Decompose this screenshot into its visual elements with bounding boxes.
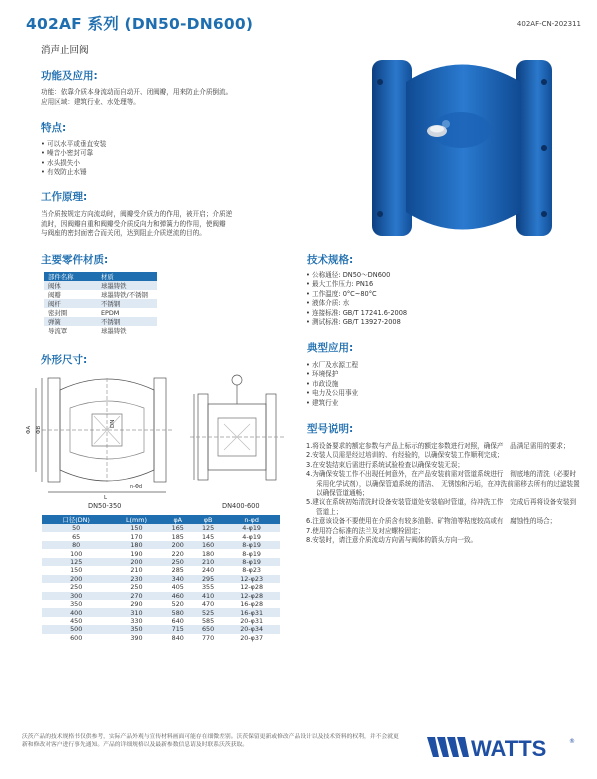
model-list <box>306 442 582 545</box>
table-cell: 200 <box>110 558 162 566</box>
application-item: • 建筑行业 <box>306 399 358 408</box>
table-cell: 弹簧 <box>44 317 97 326</box>
label-phi-a: ΦA <box>26 425 32 434</box>
table-cell: 16-φ28 <box>223 600 280 608</box>
table-row <box>42 600 280 608</box>
table-cell: 295 <box>193 575 223 583</box>
table-cell: 285 <box>163 566 193 574</box>
dim-col-dn: 口径(DN) <box>42 515 110 524</box>
table-cell: 470 <box>193 600 223 608</box>
feature-item: • 有效防止水锤 <box>41 168 106 177</box>
table-cell: 250 <box>110 583 162 591</box>
table-cell: 210 <box>110 566 162 574</box>
application-item: • 水厂及水源工程 <box>306 361 358 370</box>
table-cell: 355 <box>193 583 223 591</box>
model-item: 8.安装时，请注意介质流动方向需与阀体的箭头方向一致。 <box>306 536 478 545</box>
table-cell: 240 <box>193 566 223 574</box>
spec-item: • 公称通径: DN50～DN600 <box>306 271 407 280</box>
valve-illustration <box>366 52 556 242</box>
watts-logo-mark <box>427 733 577 761</box>
table-cell: 8-φ23 <box>223 566 280 574</box>
table-cell: 310 <box>110 608 162 616</box>
table-row <box>42 558 280 566</box>
function-line: 应用区域：建筑行业、水处理等。 <box>41 97 140 106</box>
model-item: 1.将设备要求的额定参数与产品上标示的额定参数进行对照，确保产 品满足需用的要求； <box>306 442 570 450</box>
table-row <box>42 592 280 600</box>
table-row <box>42 532 280 540</box>
model-item: 5.建议在系统初始清洗时设备安装管道处安装临时管道，待冲洗工作 完成后再将设备安装到管道上； <box>306 498 577 516</box>
table-cell: 520 <box>163 600 193 608</box>
table-cell: 12-φ28 <box>223 592 280 600</box>
table-cell: 16-φ31 <box>223 608 280 616</box>
spec-item: • 测试标准: GB/T 13927-2008 <box>306 318 407 327</box>
table-cell: 330 <box>110 617 162 625</box>
table-cell: 580 <box>163 608 193 616</box>
drawing-caption-right: DN400-600 <box>222 502 260 510</box>
working-line: 与阀座的密封面密合而关闭，达到阻止介质逆流的目的。 <box>41 229 206 238</box>
application-item: • 环境保护 <box>306 370 358 379</box>
dimensions-heading: 外形尺寸: <box>41 354 88 366</box>
materials-table <box>44 272 157 335</box>
table-cell: 500 <box>42 625 110 633</box>
spec-item: • 连接标准: GB/T 17241.6-2008 <box>306 309 407 318</box>
table-cell: 20-φ34 <box>223 625 280 633</box>
feature-item: • 噪音小密封可靠 <box>41 149 106 158</box>
working-heading: 工作原理: <box>41 191 88 203</box>
table-cell: 160 <box>193 541 223 549</box>
table-cell: 165 <box>163 524 193 532</box>
table-cell: 145 <box>193 532 223 540</box>
table-cell: 球墨铸铁 <box>97 326 157 335</box>
registered-icon: ® <box>569 738 575 745</box>
table-cell: 125 <box>193 524 223 532</box>
table-row <box>42 575 280 583</box>
table-cell: 阀瓣 <box>44 290 97 299</box>
table-row <box>44 299 157 308</box>
table-cell: 不锈钢 <box>97 299 157 308</box>
table-cell: 460 <box>163 592 193 600</box>
table-cell: 不锈钢 <box>97 317 157 326</box>
table-row <box>42 524 280 532</box>
feature-item: • 水头损失小 <box>41 159 106 168</box>
table-cell: 4-φ19 <box>223 524 280 532</box>
product-subtitle: 消声止回阀 <box>41 45 89 56</box>
table-cell: 8-φ19 <box>223 541 280 549</box>
table-cell: 20-φ37 <box>223 634 280 642</box>
table-cell: 450 <box>42 617 110 625</box>
function-line: 功能：依靠介质本身流动而自动开、闭阀瓣，用来防止介质倒流。 <box>41 88 233 96</box>
dim-col-l: L(mm) <box>110 515 162 524</box>
features-list <box>41 140 106 178</box>
table-cell: 50 <box>42 524 110 532</box>
table-cell: 8-φ19 <box>223 558 280 566</box>
table-cell: 405 <box>163 583 193 591</box>
table-cell: 阀杆 <box>44 299 97 308</box>
dim-col-b: φB <box>193 515 223 524</box>
model-item: 2.安装人员需是经过培训的、有经验的，以确保安装工作顺利完成； <box>306 451 504 460</box>
table-cell: 220 <box>163 549 193 557</box>
function-text <box>41 88 232 107</box>
table-cell: EPDM <box>97 308 157 317</box>
table-row <box>42 583 280 591</box>
table-cell: 250 <box>163 558 193 566</box>
document-code: 402AF-CN-202311 <box>516 20 581 28</box>
application-item: • 市政设施 <box>306 380 358 389</box>
applications-heading: 典型应用: <box>307 342 354 354</box>
table-cell: 340 <box>163 575 193 583</box>
table-cell: 密封圈 <box>44 308 97 317</box>
label-dn: DN <box>110 419 116 428</box>
working-line: 当介质按规定方向流动时，阀瓣受介质力的作用，被开启；介质逆 <box>41 210 233 218</box>
table-cell: 350 <box>42 600 110 608</box>
materials-heading: 主要零件材质: <box>41 254 109 266</box>
table-cell: 180 <box>110 541 162 549</box>
dimension-table <box>42 515 280 642</box>
table-cell: 230 <box>110 575 162 583</box>
model-item: 6.注意该设备不要使用在介质含有较多油脂、矿物油等粘度较高或有 腐蚀性的场合； <box>306 517 557 526</box>
watts-logo <box>427 733 577 761</box>
label-phi-b: ΦB <box>36 425 42 434</box>
model-item: 3.在安装结束后需进行系统试验检查以确保安装无误； <box>306 460 464 469</box>
table-cell: 12-φ23 <box>223 575 280 583</box>
dim-col-a: φA <box>163 515 193 524</box>
table-cell: 20-φ31 <box>223 617 280 625</box>
table-row <box>42 549 280 557</box>
table-cell: 770 <box>193 634 223 642</box>
table-row <box>44 281 157 290</box>
table-row <box>42 617 280 625</box>
table-cell: 290 <box>110 600 162 608</box>
table-cell: 阀体 <box>44 281 97 290</box>
materials-col-material: 材质 <box>97 272 157 281</box>
table-cell: 840 <box>163 634 193 642</box>
specs-heading: 技术规格: <box>307 254 354 266</box>
table-cell: 8-φ19 <box>223 549 280 557</box>
table-cell: 270 <box>110 592 162 600</box>
section-drawing <box>26 368 290 501</box>
spec-item: • 工作温度: 0°C~80°C <box>306 290 407 299</box>
spec-item: • 最大工作压力: PN16 <box>306 280 407 289</box>
spec-item: • 液体介质: 水 <box>306 299 407 308</box>
model-heading: 型号说明: <box>307 423 354 435</box>
working-text <box>41 210 232 239</box>
table-cell: 390 <box>110 634 162 642</box>
table-cell: 210 <box>193 558 223 566</box>
working-line: 流时，因阀瓣自重和阀瓣受介质反向力和弹簧力的作用，使阀瓣 <box>41 219 226 228</box>
model-item: 4.为确保安装工作不出现任何意外，在产品安装前需对管道系统进行 彻底地的清洗（必要时采用化学试剂），以确保管道系统的清洁、 无锈蚀和污垢，在冲洗前需移去所有的过滤装置以确保管道通畅； <box>306 470 580 498</box>
table-cell: 400 <box>42 608 110 616</box>
table-cell: 185 <box>163 532 193 540</box>
table-cell: 导流罩 <box>44 326 97 335</box>
model-item: 7.使用符合标准的法兰及对应螺栓固定； <box>306 526 425 535</box>
table-cell: 80 <box>42 541 110 549</box>
application-item: • 电力及公用事业 <box>306 389 358 398</box>
table-cell: 410 <box>193 592 223 600</box>
table-cell: 150 <box>110 524 162 532</box>
table-cell: 170 <box>110 532 162 540</box>
applications-list <box>306 361 358 408</box>
table-cell: 125 <box>42 558 110 566</box>
table-cell: 525 <box>193 608 223 616</box>
function-heading: 功能及应用: <box>41 70 98 82</box>
table-row <box>42 634 280 642</box>
table-cell: 585 <box>193 617 223 625</box>
table-row <box>44 290 157 299</box>
table-row <box>44 308 157 317</box>
table-row <box>42 608 280 616</box>
table-cell: 球墨铸铁 <box>97 281 157 290</box>
table-row <box>42 625 280 633</box>
table-cell: 350 <box>110 625 162 633</box>
table-cell: 190 <box>110 549 162 557</box>
watts-logo-text: WATTS <box>471 736 547 761</box>
page-title: 402AF 系列 (DN50-DN600) <box>26 15 254 33</box>
table-cell: 300 <box>42 592 110 600</box>
table-cell: 180 <box>193 549 223 557</box>
table-cell: 12-φ28 <box>223 583 280 591</box>
table-cell: 650 <box>193 625 223 633</box>
label-nd: n-Φd <box>130 484 143 490</box>
drawing-caption-left: DN50-350 <box>88 502 122 510</box>
materials-col-part: 部件名称 <box>44 272 97 281</box>
table-cell: 4-φ19 <box>223 532 280 540</box>
table-cell: 715 <box>163 625 193 633</box>
table-cell: 150 <box>42 566 110 574</box>
table-cell: 球墨铸铁/不锈钢 <box>97 290 157 299</box>
table-cell: 200 <box>42 575 110 583</box>
table-row <box>42 541 280 549</box>
table-cell: 250 <box>42 583 110 591</box>
footer-disclaimer: 沃茨产品的技术规格书仅供参考，实际产品外观与宣传材料画面可能存在细微差别。沃茨保留更新或修改产品设计以及技术资料的权利，并不会就更新和修改对客户进行事先通知。产品的详细规格以及最新参数信息请及时联系沃茨获取。 <box>22 734 399 749</box>
specs-list <box>306 271 407 327</box>
label-l: L <box>104 495 108 501</box>
table-row <box>42 566 280 574</box>
table-row <box>44 326 157 335</box>
table-cell: 200 <box>163 541 193 549</box>
table-row <box>44 317 157 326</box>
table-cell: 100 <box>42 549 110 557</box>
dim-col-nd: n-φd <box>223 515 280 524</box>
dimension-table-body <box>42 524 280 642</box>
feature-item: • 可以水平或垂直安装 <box>41 140 106 149</box>
table-cell: 600 <box>42 634 110 642</box>
table-cell: 640 <box>163 617 193 625</box>
table-cell: 65 <box>42 532 110 540</box>
technical-drawing <box>26 368 290 501</box>
features-heading: 特点: <box>41 122 67 134</box>
valve-photo <box>366 52 556 242</box>
